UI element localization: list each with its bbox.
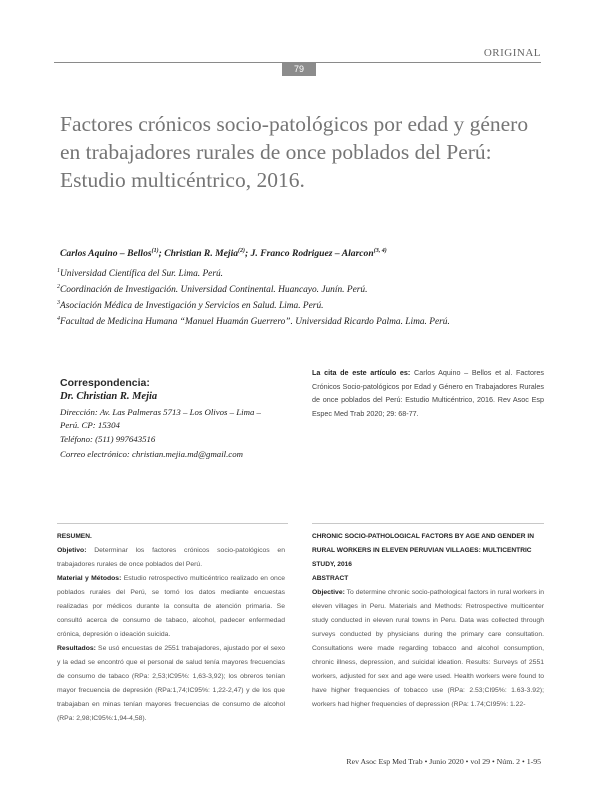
author-3-affil: (3, 4)	[373, 248, 387, 254]
resumen-heading: RESUMEN.	[57, 533, 92, 540]
abstract-column	[312, 530, 544, 712]
affiliation-3-number: 3	[57, 300, 60, 306]
author-2-affil: (2)	[238, 248, 246, 254]
author-3: ; J. Franco Rodriguez – Alarcon	[245, 248, 374, 260]
resumen-metodos-label: Material y Métodos:	[57, 575, 122, 582]
affiliation-2-number: 2	[57, 284, 60, 290]
correspondence-address: Dirección: Av. Las Palmeras 5713 – Los Olivos – Lima –	[60, 407, 261, 417]
page-number-badge: 79	[282, 63, 316, 76]
abstract-body	[312, 586, 544, 712]
section-label: ORIGINAL	[483, 47, 541, 59]
resumen-resultados-label: Resultados:	[57, 645, 96, 652]
correspondence-heading: Correspondencia:	[60, 377, 150, 389]
author-1-affil: (1)	[151, 248, 159, 254]
affiliation-2	[57, 284, 557, 295]
resumen-resultados-text: Se usó encuestas de 2551 trabajadores, ajustado por el sexo y la edad se encontró que el personal de salud tenía mayores frecuencias de consumo de tabaco (RPa: 2,53;IC95%: 1,63-3,92); los obreros tenían mayor frecuencia de depresión (RPa:1,74;IC95%: 1,22-2,47) y de los que trabajaban en minas tenían mayores frecuencias de consumo de alcohol (RPa: 2,98;IC95%:1,94-4,58).	[57, 645, 285, 722]
affiliation-1	[57, 268, 557, 279]
article-title: Factores crónicos socio-patológicos por edad y género en trabajadores rurales de once poblados del Perú: Estudio multicéntrico, 2016.	[60, 112, 529, 192]
correspondence-postal: Perú. CP: 15304	[60, 420, 120, 430]
author-2: ; Christian R. Mejia	[158, 248, 239, 260]
correspondence-email: Correo electrónico: christian.mejia.md@gmail.com	[60, 449, 243, 459]
resumen-metodos-text: Estudio retrospectivo multicéntrico realizado en once poblados rurales del Perú, se tomó los datos mediante encuestas realizadas por médicos durante la consulta de atención primaria. Se consultó acerca de consumo de tabaco, alcohol, padecer enfermedad crónica, depresión o ideación suicida.	[57, 575, 285, 638]
affiliation-3-text: Asociación Médica de Investigación y Servicios en Salud. Lima. Perú.	[60, 301, 324, 312]
correspondence-phone: Teléfono: (511) 997643516	[60, 434, 156, 444]
correspondence-name: Dr. Christian R. Mejia	[60, 391, 158, 402]
affiliation-4-number: 4	[57, 316, 60, 322]
resumen-resultados	[57, 642, 285, 726]
citation-label: La cita de este artículo es:	[312, 368, 411, 377]
affiliation-1-text: Universidad Científica del Sur. Lima. Perú.	[60, 269, 224, 280]
resumen-objetivo-label: Objetivo:	[57, 547, 87, 554]
citation-box	[312, 366, 544, 420]
affiliation-2-text: Coordinación de Investigación. Universidad Continental. Huancayo. Junín. Perú.	[60, 285, 368, 296]
journal-footer: Rev Asoc Esp Med Trab • Junio 2020 • vol 29 • Núm. 2 • 1-95	[346, 757, 541, 766]
author-1: Carlos Aquino – Bellos	[60, 248, 152, 260]
citation-text: Carlos Aquino – Bellos et al. Factores Crónicos Socio-patológicos por Edad y Género en Trabajadores Rurales de once poblados del Perú: Estudio Multicéntrico, 2016. Rev Asoc Esp Espec Med Trab 2020; 29: 68-77.	[312, 368, 544, 418]
abstract-title: CHRONIC SOCIO-PATHOLOGICAL FACTORS BY AGE AND GENDER IN RURAL WORKERS IN ELEVEN PERUVIAN VILLAGES: MULTICENTRIC STUDY, 2016	[312, 533, 534, 568]
resumen-divider	[57, 523, 288, 524]
resumen-metodos	[57, 572, 285, 642]
abstract-objective-label: Objective:	[312, 589, 345, 596]
affiliation-3	[57, 300, 557, 311]
affiliation-4	[57, 316, 557, 327]
affiliation-1-number: 1	[57, 268, 60, 274]
resumen-column	[57, 530, 285, 726]
affiliation-4-text: Facultad de Medicina Humana “Manuel Huamán Guerrero”. Universidad Ricardo Palma. Lima. Perú.	[60, 317, 450, 328]
resumen-objetivo-text: Determinar los factores crónicos socio-patológicos en trabajadores rurales de once poblados del Perú.	[57, 547, 285, 568]
abstract-heading: ABSTRACT	[312, 575, 349, 582]
resumen-objetivo	[57, 544, 285, 572]
author-list	[60, 248, 560, 259]
abstract-divider	[312, 523, 544, 524]
abstract-text: To determine chronic socio-pathological factors in rural workers in eleven villages in Peru. Materials and Methods: Retrospective multicenter study conducted in eleven rural towns in Peru. Data was collected through surveys conducted by physicians during the primary care consultation. Consultations were made regarding tobacco and alcohol consumption, chronic illness, depression, and suicidal ideation. Results: Surveys of 2551 workers, adjusted for sex and age were used. Health workers were found to have higher frequencies of tobacco use (RPa: 2.53;CI95%: 1.63-3.92); workers had higher frequencies of depression (RPa: 1.74;CI95%: 1.22-	[312, 589, 544, 708]
